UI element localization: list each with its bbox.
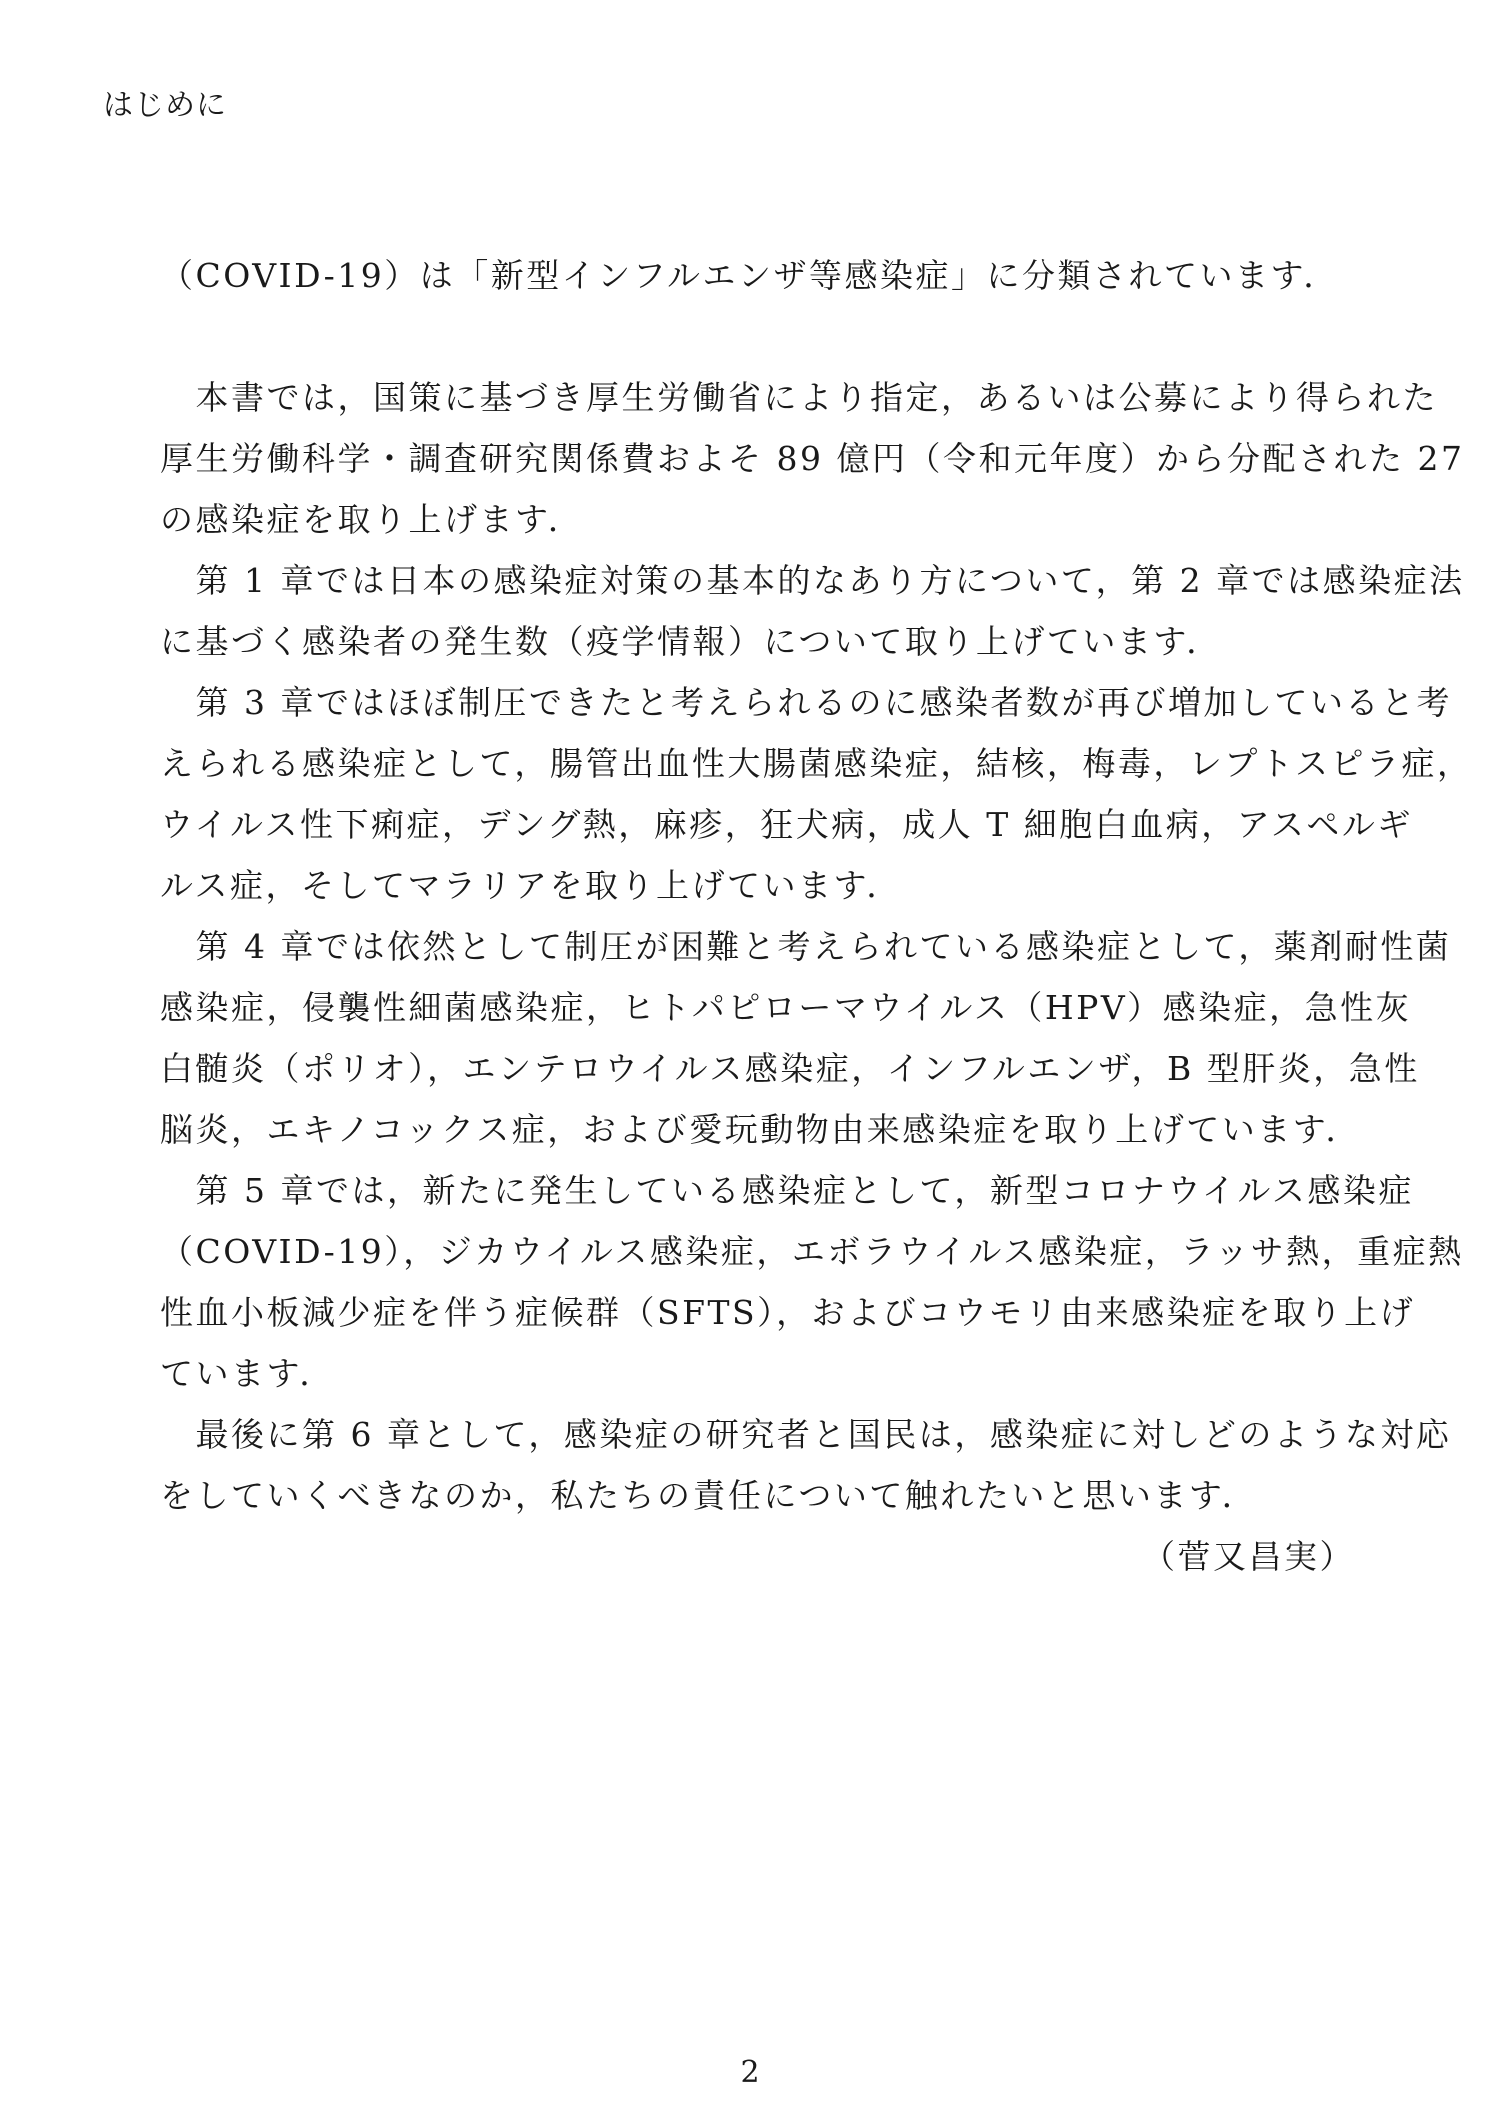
text-line: 第 5 章では，新たに発生している感染症として，新型コロナウイルス感染症	[160, 1171, 1414, 1210]
body-text	[160, 245, 1473, 1587]
paragraph-chapter-6	[160, 1404, 1452, 1526]
text-line: ルス症，そしてマラリアを取り上げています．	[160, 866, 902, 905]
text-line: 性血小板減少症を伴う症候群（SFTS），およびコウモリ由来感染症を取り上げ	[160, 1293, 1416, 1332]
text-line: 脳炎，エキノコックス症，および愛玩動物由来感染症を取り上げています．	[160, 1110, 1362, 1149]
text-line: 感染症，侵襲性細菌感染症，ヒトパピローマウイルス（HPV）感染症，急性灰	[160, 988, 1412, 1027]
opening-line: （COVID-19）は「新型インフルエンザ等感染症」に分類されています．	[160, 256, 1339, 295]
text-line: の感染症を取り上げます．	[160, 500, 584, 539]
text-line: 白髄炎（ポリオ），エンテロウイルス感染症，インフルエンザ，B 型肝炎，急性	[160, 1049, 1420, 1088]
text-line: 厚生労働科学・調査研究関係費およそ 89 億円（令和元年度）から分配された 27	[160, 439, 1465, 478]
running-header: はじめに	[103, 88, 227, 123]
text-line: ています．	[160, 1354, 335, 1393]
text-line: 第 3 章ではほぼ制圧できたと考えられるのに感染者数が再び増加していると考	[160, 683, 1452, 722]
text-line: に基づく感染者の発生数（疫学情報）について取り上げています．	[160, 622, 1222, 661]
text-line: えられる感染症として，腸管出血性大腸菌感染症，結核，梅毒，レプトスピラ症，	[160, 744, 1473, 783]
paragraph-intro	[160, 367, 1465, 550]
text-line: ウイルス性下痢症，デング熱，麻疹，狂犬病，成人 T 細胞白血病，アスペルギ	[160, 805, 1413, 844]
paragraph-chapter-4	[160, 916, 1452, 1160]
paragraph-chapter-3	[160, 672, 1473, 916]
text-line: をしていくべきなのか，私たちの責任について触れたいと思います．	[160, 1476, 1258, 1515]
paragraph-chapter-5	[160, 1160, 1464, 1404]
text-line: （COVID-19），ジカウイルス感染症，エボラウイルス感染症，ラッサ熱，重症熱	[160, 1232, 1464, 1271]
text-line: 第 1 章では日本の感染症対策の基本的なあり方について，第 2 章では感染症法	[160, 561, 1465, 600]
text-line: 最後に第 6 章として，感染症の研究者と国民は，感染症に対しどのような対応	[160, 1415, 1452, 1454]
paragraph-chapter-1-2	[160, 550, 1465, 672]
text-line: 本書では，国策に基づき厚生労働省により指定，あるいは公募により得られた	[160, 378, 1438, 417]
paragraph-gap	[160, 306, 1355, 367]
text-line: 第 4 章では依然として制圧が困難と考えられている感染症として，薬剤耐性菌	[160, 927, 1452, 966]
page-number: 2	[740, 2055, 760, 2090]
author-signature: （菅又昌実）	[1142, 1537, 1355, 1576]
